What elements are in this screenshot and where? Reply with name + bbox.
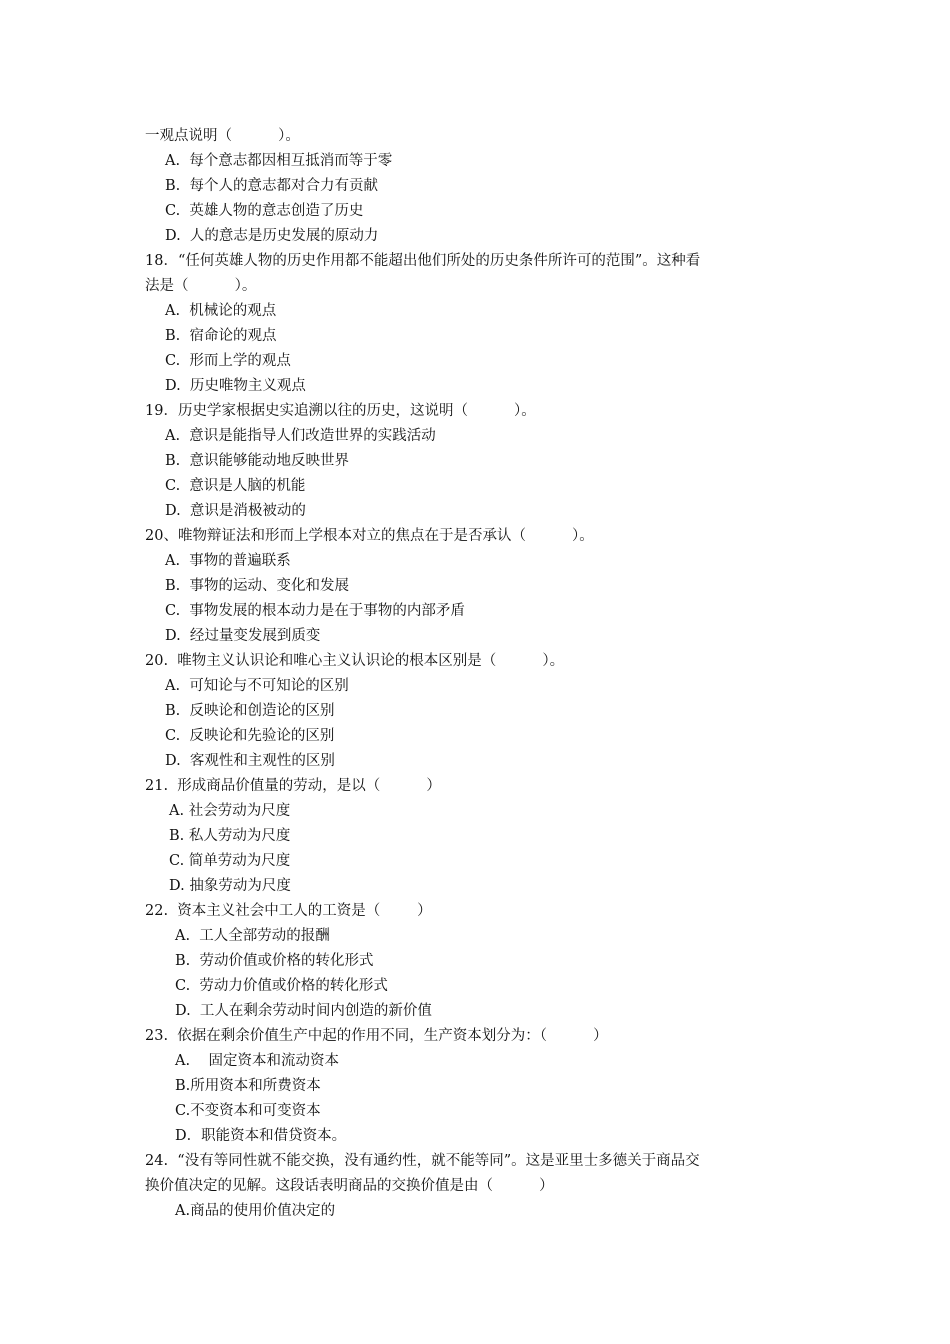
option-line: B. 劳动价值或价格的转化形式 <box>175 953 374 969</box>
option-line: C.不变资本和可变资本 <box>175 1103 321 1119</box>
option-line: D. 抽象劳动为尺度 <box>169 878 291 894</box>
option-line: A. 固定资本和流动资本 <box>175 1053 340 1069</box>
option-line: A.商品的使用价值决定的 <box>175 1203 336 1219</box>
option-line: B. 每个人的意志都对合力有贡献 <box>165 178 378 194</box>
option-line: C. 形而上学的观点 <box>165 353 291 369</box>
question-line: 换价值决定的见解。这段话表明商品的交换价值是由（ ） <box>145 1178 554 1194</box>
question-line: 23. 依据在剩余价值生产中起的作用不同，生产资本划分为：（ ） <box>145 1028 608 1044</box>
option-line: D. 工人在剩余劳动时间内创造的新价值 <box>175 1003 432 1019</box>
option-line: A. 工人全部劳动的报酬 <box>175 928 330 944</box>
question-line: 法是（ ）。 <box>145 278 257 294</box>
option-line: C. 反映论和先验论的区别 <box>165 728 335 744</box>
option-line: C. 意识是人脑的机能 <box>165 478 306 494</box>
question-line: 21. 形成商品价值量的劳动，是以（ ） <box>145 778 441 794</box>
option-line: D. 经过量变发展到质变 <box>165 628 321 644</box>
question-line: 19．历史学家根据史实追溯以往的历史，这说明（ ）。 <box>145 403 536 419</box>
option-line: B. 意识能够能动地反映世界 <box>165 453 349 469</box>
option-line: D. 意识是消极被动的 <box>165 503 306 519</box>
option-line: A. 每个意志都因相互抵消而等于零 <box>165 153 393 169</box>
question-line: 22. 资本主义社会中工人的工资是（ ） <box>145 903 432 919</box>
question-line: 24. “没有等同性就不能交换，没有通约性，就不能等同”。这是亚里士多德关于商品交 <box>145 1153 700 1169</box>
option-line: D. 客观性和主观性的区别 <box>165 753 335 769</box>
question-line: 20. 唯物主义认识论和唯心主义认识论的根本区别是（ ）。 <box>145 653 565 669</box>
option-line: A. 可知论与不可知论的区别 <box>165 678 349 694</box>
option-line: D. 历史唯物主义观点 <box>165 378 306 394</box>
option-line: A. 事物的普遍联系 <box>165 553 291 569</box>
question-line: 一观点说明（ ）。 <box>145 128 300 144</box>
option-line: C. 简单劳动为尺度 <box>169 853 291 869</box>
option-line: A. 意识是能指导人们改造世界的实践活动 <box>165 428 436 444</box>
option-line: A. 机械论的观点 <box>165 303 277 319</box>
option-line: C. 劳动力价值或价格的转化形式 <box>175 978 388 994</box>
option-line: D．职能资本和借贷资本。 <box>175 1128 347 1144</box>
option-line: B. 反映论和创造论的区别 <box>165 703 335 719</box>
option-line: B. 事物的运动、变化和发展 <box>165 578 349 594</box>
option-line: D. 人的意志是历史发展的原动力 <box>165 228 379 244</box>
option-line: C. 英雄人物的意志创造了历史 <box>165 203 364 219</box>
option-line: B. 私人劳动为尺度 <box>169 828 291 844</box>
document-page <box>145 124 815 1224</box>
option-line: B.所用资本和所费资本 <box>175 1078 321 1094</box>
option-line: B. 宿命论的观点 <box>165 328 277 344</box>
option-line: A. 社会劳动为尺度 <box>169 803 291 819</box>
option-line: C. 事物发展的根本动力是在于事物的内部矛盾 <box>165 603 465 619</box>
question-line: 20、唯物辩证法和形而上学根本对立的焦点在于是否承认（ ）。 <box>145 528 594 544</box>
question-line: 18．“任何英雄人物的历史作用都不能超出他们所处的历史条件所许可的范围”。这种看 <box>145 253 701 269</box>
